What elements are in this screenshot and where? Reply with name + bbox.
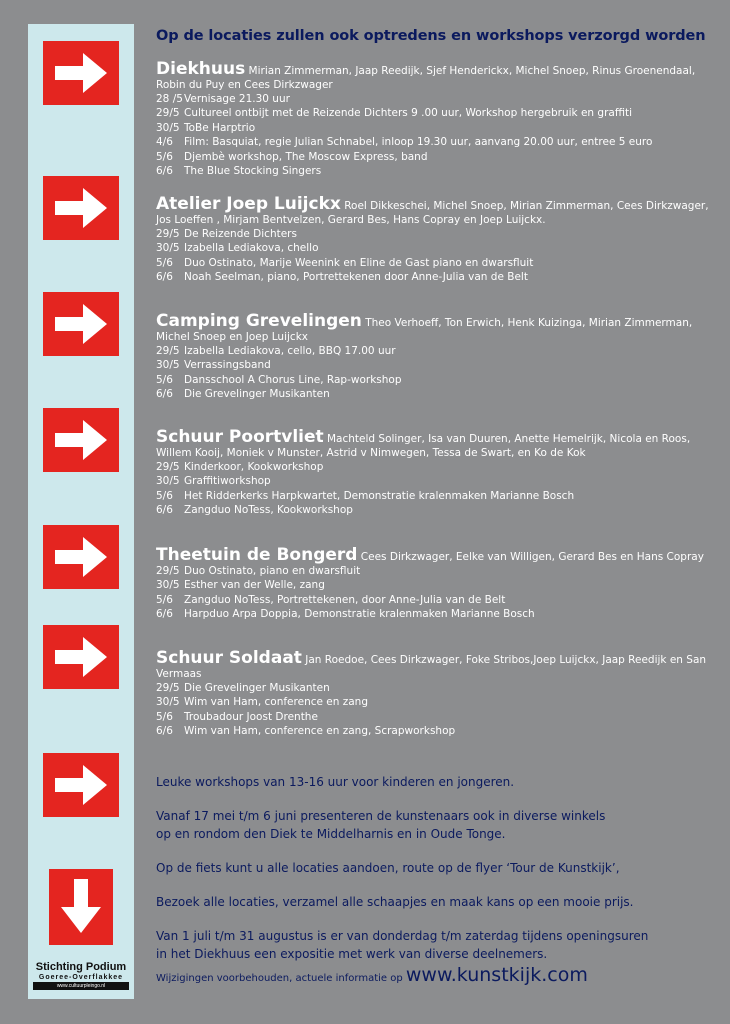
location-title: Schuur Soldaat — [156, 648, 302, 668]
location-camping-grevelingen — [156, 311, 716, 402]
info-prize: Bezoek alle locaties, verzamel alle schaapjes en maak kans op een mooie prijs. — [156, 895, 634, 909]
event-date: 28 /5 — [156, 93, 183, 105]
event-row — [156, 387, 716, 401]
event-row — [156, 564, 716, 578]
right-arrow-icon — [43, 292, 119, 356]
location-artists: Cees Dirkzwager, Eelke van Willigen, Gerard Bes en Hans Copray — [360, 551, 704, 563]
location-schuur-soldaat — [156, 648, 716, 739]
event-text: Dansschool A Chorus Line, Rap-workshop — [184, 373, 402, 386]
right-arrow-icon — [43, 408, 119, 472]
event-date: 6/6 — [156, 165, 173, 178]
event-date: 5/6 — [156, 710, 173, 723]
event-text: Zangduo NoTess, Portrettekenen, door Anne-Julia van de Belt — [184, 593, 506, 606]
location-header — [156, 648, 716, 681]
event-date: 6/6 — [156, 504, 173, 517]
event-text: Duo Ostinato, Marije Weenink en Eline de Gast piano en dwarsfluit — [184, 256, 534, 269]
location-artists: Theo Verhoeff, Ton Erwich, Henk Kuizinga, Mirian Zimmerman, Michel Snoep en Joep Luijckx — [156, 317, 693, 343]
event-date: 30/5 — [156, 121, 180, 134]
event-text: Izabella Lediakova, cello, BBQ 17.00 uur — [184, 345, 396, 357]
location-title: Atelier Joep Luijckx — [156, 194, 341, 214]
event-date: 29/5 — [156, 345, 180, 357]
event-row — [156, 106, 716, 120]
right-arrow-icon — [43, 625, 119, 689]
event-row — [156, 150, 716, 164]
event-date: 5/6 — [156, 489, 173, 502]
event-row — [156, 241, 716, 255]
event-text: Wim van Ham, conference en zang, Scrapworkshop — [184, 725, 456, 738]
info-line: op en rondom den Diek te Middelharnis en in Oude Tonge. — [156, 827, 506, 841]
event-row — [156, 373, 716, 387]
event-row — [156, 135, 716, 149]
info-line: Vanaf 17 mei t/m 6 juni presenteren de kunstenaars ook in diverse winkels — [156, 809, 606, 823]
event-row — [156, 460, 716, 474]
location-artists: Machteld Solinger, Isa van Duuren, Anette Hemelrijk, Nicola en Roos, Willem Kooij, Moniek v Munster, Astrid v Nimwegen, Tessa de Swart, en Ko de Kok — [156, 433, 691, 459]
event-date: 30/5 — [156, 579, 180, 592]
info-exhibition-shops — [156, 807, 605, 843]
event-date: 6/6 — [156, 608, 173, 621]
event-text: Duo Ostinato, piano en dwarsfluit — [184, 565, 361, 577]
stichting-podium-logo — [31, 961, 131, 990]
footer — [156, 964, 588, 986]
event-text: The Blue Stocking Singers — [184, 165, 322, 178]
event-text: Cultureel ontbijt met de Reizende Dichters 9 .00 uur, Workshop hergebruik en graffiti — [184, 107, 633, 120]
location-title: Diekhuus — [156, 59, 246, 79]
location-artists: Jan Roedoe, Cees Dirkzwager, Foke Stribos,Joep Luijckx, Jaap Reedijk en San Vermaas — [156, 654, 707, 680]
event-date: 6/6 — [156, 725, 173, 738]
event-text: Esther van der Welle, zang — [184, 579, 325, 592]
event-row — [156, 578, 716, 592]
event-text: De Reizende Dichters — [184, 228, 297, 240]
info-workshops: Leuke workshops van 13-16 uur voor kinderen en jongeren. — [156, 775, 515, 789]
event-date: 6/6 — [156, 271, 173, 284]
event-date: 5/6 — [156, 593, 173, 606]
location-header — [156, 545, 716, 565]
right-arrow-icon — [43, 753, 119, 817]
location-title: Theetuin de Bongerd — [156, 545, 358, 565]
right-arrow-icon — [43, 176, 119, 240]
location-theetuin-de-bongerd — [156, 545, 716, 622]
website-link[interactable]: www.kunstkijk.com — [405, 964, 588, 986]
event-row — [156, 358, 716, 372]
event-text: Wim van Ham, conference en zang — [184, 696, 369, 709]
info-line: in het Diekhuus een expositie met werk van diverse deelnemers. — [156, 947, 548, 961]
location-artists: Roel Dikkeschei, Michel Snoep, Mirian Zimmerman, Cees Dirkzwager, Jos Loeffen , Mirjam Bentvelzen, Gerard Bes, Hans Copray en Joep Luijckx. — [156, 200, 709, 226]
event-row — [156, 607, 716, 621]
event-text: Harpduo Arpa Doppia, Demonstratie kralenmaken Marianne Bosch — [184, 608, 535, 621]
location-diekhuus — [156, 59, 716, 178]
event-date: 5/6 — [156, 256, 173, 269]
event-date: 29/5 — [156, 565, 180, 577]
location-header — [156, 427, 716, 460]
event-date: 30/5 — [156, 696, 180, 709]
event-text: ToBe Harptrio — [184, 121, 256, 134]
location-header — [156, 59, 716, 92]
event-text: Film: Basquiat, regie Julian Schnabel, inloop 19.30 uur, aanvang 20.00 uur, entree 5 euro — [184, 136, 653, 149]
event-text: Izabella Lediakova, chello — [184, 242, 319, 255]
event-text: Zangduo NoTess, Kookworkshop — [184, 504, 353, 517]
event-row — [156, 724, 716, 738]
location-artists: Mirian Zimmerman, Jaap Reedijk, Sjef Henderickx, Michel Snoep, Rinus Groenendaal, Robin du Puy en Cees Dirkzwager — [156, 65, 696, 91]
event-text: Graffitiworkshop — [184, 475, 271, 488]
event-text: Die Grevelinger Musikanten — [184, 682, 330, 694]
event-date: 30/5 — [156, 242, 180, 255]
event-date: 30/5 — [156, 475, 180, 488]
right-arrow-icon — [43, 525, 119, 589]
event-text: Noah Seelman, piano, Portrettekenen door Anne-Julia van de Belt — [184, 271, 528, 284]
event-row — [156, 503, 716, 517]
event-text: Kinderkoor, Kookworkshop — [184, 461, 324, 473]
event-row — [156, 474, 716, 488]
down-arrow-icon — [49, 869, 113, 945]
info-summer-expo — [156, 927, 648, 963]
location-title: Schuur Poortvliet — [156, 427, 324, 447]
page-heading: Op de locaties zullen ook optredens en workshops verzorgd worden — [156, 28, 706, 44]
location-atelier-joep-luijckx — [156, 194, 716, 285]
event-row — [156, 695, 716, 709]
location-header — [156, 194, 716, 227]
event-text: Vernisage 21.30 uur — [184, 93, 290, 105]
info-bike-route: Op de fiets kunt u alle locaties aandoen, route op de flyer ‘Tour de Kunstkijk’, — [156, 861, 620, 875]
logo-region: Goeree-Overflakkee — [38, 974, 124, 981]
location-title: Camping Grevelingen — [156, 311, 362, 331]
event-date: 5/6 — [156, 373, 173, 386]
event-row — [156, 681, 716, 695]
event-date: 29/5 — [156, 461, 180, 473]
event-row — [156, 593, 716, 607]
event-row — [156, 344, 716, 358]
event-text: Djembè workshop, The Moscow Express, band — [184, 150, 428, 163]
info-line: Van 1 juli t/m 31 augustus is er van donderdag t/m zaterdag tijdens openingsuren — [156, 929, 649, 943]
event-row — [156, 270, 716, 284]
event-row — [156, 92, 716, 106]
event-text: Het Ridderkerks Harpkwartet, Demonstratie kralenmaken Marianne Bosch — [184, 489, 575, 502]
right-arrow-icon — [43, 41, 119, 105]
event-row — [156, 489, 716, 503]
event-row — [156, 710, 716, 724]
event-date: 29/5 — [156, 228, 180, 240]
event-date: 4/6 — [156, 136, 173, 149]
event-date: 29/5 — [156, 107, 180, 120]
event-date: 5/6 — [156, 150, 173, 163]
event-row — [156, 256, 716, 270]
event-text: Die Grevelinger Musikanten — [184, 388, 330, 401]
event-date: 30/5 — [156, 359, 180, 372]
location-header — [156, 311, 716, 344]
event-row — [156, 121, 716, 135]
logo-url: www.cultuurpleingo.nl — [33, 982, 129, 990]
event-text: Verrassingsband — [184, 359, 271, 372]
event-row — [156, 227, 716, 241]
event-date: 29/5 — [156, 682, 180, 694]
event-text: Troubadour Joost Drenthe — [184, 710, 318, 723]
arrow-strip — [28, 24, 134, 999]
footer-disclaimer: Wijzigingen voorbehouden, actuele informatie op — [156, 973, 403, 984]
logo-name: Stichting Podium — [35, 961, 127, 973]
event-row — [156, 164, 716, 178]
location-schuur-poortvliet — [156, 427, 716, 518]
event-date: 6/6 — [156, 388, 173, 401]
